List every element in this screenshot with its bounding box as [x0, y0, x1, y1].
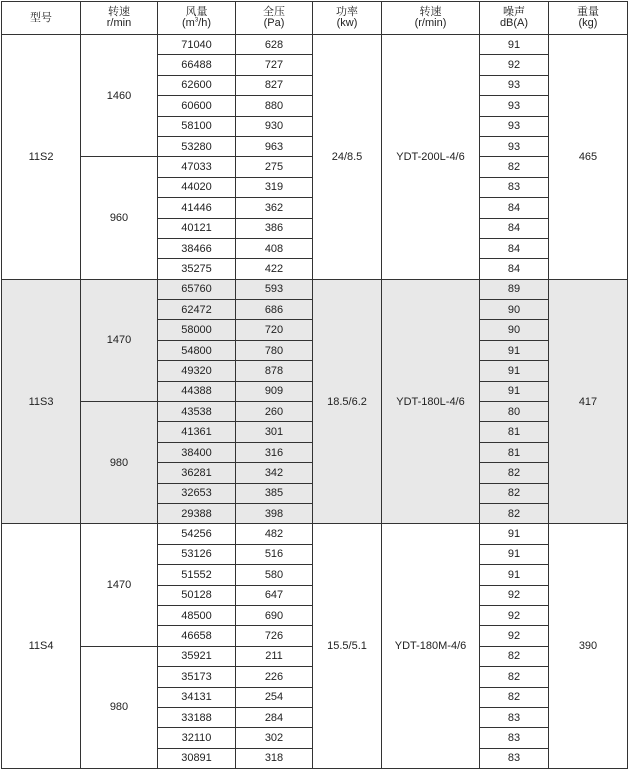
flow-cell: 62600 [158, 75, 236, 95]
noise-cell: 91 [480, 340, 549, 360]
speed-cell: 980 [81, 402, 158, 524]
speed-cell: 1470 [81, 524, 158, 646]
flow-cell: 62472 [158, 300, 236, 320]
noise-cell: 84 [480, 238, 549, 258]
pressure-cell: 301 [236, 422, 313, 442]
pressure-cell: 226 [236, 667, 313, 687]
noise-cell: 91 [480, 544, 549, 564]
flow-cell: 41361 [158, 422, 236, 442]
flow-cell: 71040 [158, 35, 236, 55]
header-flow: 风量 $(m^3/h)$ [158, 2, 236, 35]
noise-cell: 91 [480, 565, 549, 585]
flow-cell: 53280 [158, 136, 236, 156]
flow-cell: 50128 [158, 585, 236, 605]
table-row [2, 279, 628, 299]
flow-cell: 58000 [158, 320, 236, 340]
pressure-cell: 319 [236, 177, 313, 197]
pressure-cell: 878 [236, 361, 313, 381]
table-header [2, 2, 628, 35]
table-body [2, 35, 628, 769]
speed-cell: 1470 [81, 279, 158, 401]
pressure-cell: 275 [236, 157, 313, 177]
noise-cell: 84 [480, 218, 549, 238]
model-cell: 11S2 [2, 35, 81, 280]
power-cell: 24/8.5 [313, 35, 382, 280]
pressure-cell: 385 [236, 483, 313, 503]
flow-cell: 33188 [158, 707, 236, 727]
noise-cell: 90 [480, 320, 549, 340]
power-cell: 15.5/5.1 [313, 524, 382, 769]
flow-cell: 38400 [158, 442, 236, 462]
noise-cell: 90 [480, 300, 549, 320]
noise-cell: 83 [480, 728, 549, 748]
noise-cell: 83 [480, 748, 549, 768]
flow-cell: 48500 [158, 605, 236, 625]
speed-cell: 1460 [81, 35, 158, 157]
flow-cell: 44020 [158, 177, 236, 197]
pressure-cell: 362 [236, 198, 313, 218]
pressure-cell: 690 [236, 605, 313, 625]
noise-cell: 91 [480, 35, 549, 55]
flow-cell: 32110 [158, 728, 236, 748]
weight-cell: 390 [549, 524, 628, 769]
flow-cell: 35275 [158, 259, 236, 279]
pressure-cell: 909 [236, 381, 313, 401]
header-noise: 噪声 dB(A) [480, 2, 549, 35]
noise-cell: 91 [480, 524, 549, 544]
noise-cell: 84 [480, 198, 549, 218]
pressure-cell: 726 [236, 626, 313, 646]
flow-cell: 46658 [158, 626, 236, 646]
header-speed: 转速 r/min [81, 2, 158, 35]
header-model: 型号 [2, 2, 81, 35]
pressure-cell: 686 [236, 300, 313, 320]
flow-cell: 47033 [158, 157, 236, 177]
header-motor-speed: 转速 (r/min) [382, 2, 480, 35]
pressure-cell: 398 [236, 503, 313, 523]
noise-cell: 83 [480, 177, 549, 197]
pressure-cell: 628 [236, 35, 313, 55]
noise-cell: 91 [480, 361, 549, 381]
weight-cell: 417 [549, 279, 628, 524]
flow-cell: 51552 [158, 565, 236, 585]
noise-cell: 91 [480, 381, 549, 401]
noise-cell: 93 [480, 116, 549, 136]
noise-cell: 83 [480, 707, 549, 727]
pressure-cell: 516 [236, 544, 313, 564]
pressure-cell: 408 [236, 238, 313, 258]
flow-cell: 54256 [158, 524, 236, 544]
flow-cell: 35921 [158, 646, 236, 666]
pressure-cell: 254 [236, 687, 313, 707]
table-row [2, 524, 628, 544]
noise-cell: 84 [480, 259, 549, 279]
model-cell: 11S4 [2, 524, 81, 769]
noise-cell: 89 [480, 279, 549, 299]
pressure-cell: 727 [236, 55, 313, 75]
noise-cell: 80 [480, 402, 549, 422]
flow-cell: 49320 [158, 361, 236, 381]
noise-cell: 82 [480, 157, 549, 177]
flow-cell: 40121 [158, 218, 236, 238]
noise-cell: 81 [480, 442, 549, 462]
motor-cell: YDT-200L-4/6 [382, 35, 480, 280]
flow-cell: 41446 [158, 198, 236, 218]
pressure-cell: 211 [236, 646, 313, 666]
noise-cell: 93 [480, 75, 549, 95]
pressure-cell: 720 [236, 320, 313, 340]
model-cell: 11S3 [2, 279, 81, 524]
pressure-cell: 482 [236, 524, 313, 544]
speed-cell: 980 [81, 646, 158, 768]
pressure-cell: 302 [236, 728, 313, 748]
flow-cell: 58100 [158, 116, 236, 136]
pressure-cell: 647 [236, 585, 313, 605]
noise-cell: 81 [480, 422, 549, 442]
noise-cell: 92 [480, 605, 549, 625]
flow-cell: 60600 [158, 96, 236, 116]
flow-cell: 29388 [158, 503, 236, 523]
flow-cell: 54800 [158, 340, 236, 360]
header-pressure: 全压 (Pa) [236, 2, 313, 35]
header-weight: 重量 (kg) [549, 2, 628, 35]
motor-cell: YDT-180M-4/6 [382, 524, 480, 769]
pressure-cell: 827 [236, 75, 313, 95]
flow-cell: 38466 [158, 238, 236, 258]
flow-cell: 43538 [158, 402, 236, 422]
motor-cell: YDT-180L-4/6 [382, 279, 480, 524]
noise-cell: 82 [480, 667, 549, 687]
noise-cell: 82 [480, 463, 549, 483]
noise-cell: 92 [480, 626, 549, 646]
noise-cell: 82 [480, 687, 549, 707]
noise-cell: 93 [480, 136, 549, 156]
flow-cell: 66488 [158, 55, 236, 75]
noise-cell: 82 [480, 503, 549, 523]
pressure-cell: 284 [236, 707, 313, 727]
flow-cell: 65760 [158, 279, 236, 299]
flow-cell: 35173 [158, 667, 236, 687]
weight-cell: 465 [549, 35, 628, 280]
power-cell: 18.5/6.2 [313, 279, 382, 524]
noise-cell: 82 [480, 483, 549, 503]
noise-cell: 82 [480, 646, 549, 666]
pressure-cell: 880 [236, 96, 313, 116]
pressure-cell: 318 [236, 748, 313, 768]
flow-cell: 53126 [158, 544, 236, 564]
flow-cell: 30891 [158, 748, 236, 768]
fan-spec-table [1, 1, 628, 769]
flow-cell: 44388 [158, 381, 236, 401]
pressure-cell: 342 [236, 463, 313, 483]
pressure-cell: 930 [236, 116, 313, 136]
noise-cell: 92 [480, 585, 549, 605]
pressure-cell: 780 [236, 340, 313, 360]
noise-cell: 92 [480, 55, 549, 75]
flow-cell: 32653 [158, 483, 236, 503]
table-row [2, 35, 628, 55]
pressure-cell: 260 [236, 402, 313, 422]
header-power: 功率 (kw) [313, 2, 382, 35]
pressure-cell: 386 [236, 218, 313, 238]
speed-cell: 960 [81, 157, 158, 279]
flow-cell: 36281 [158, 463, 236, 483]
flow-cell: 34131 [158, 687, 236, 707]
pressure-cell: 580 [236, 565, 313, 585]
pressure-cell: 316 [236, 442, 313, 462]
pressure-cell: 422 [236, 259, 313, 279]
pressure-cell: 593 [236, 279, 313, 299]
pressure-cell: 963 [236, 136, 313, 156]
noise-cell: 93 [480, 96, 549, 116]
